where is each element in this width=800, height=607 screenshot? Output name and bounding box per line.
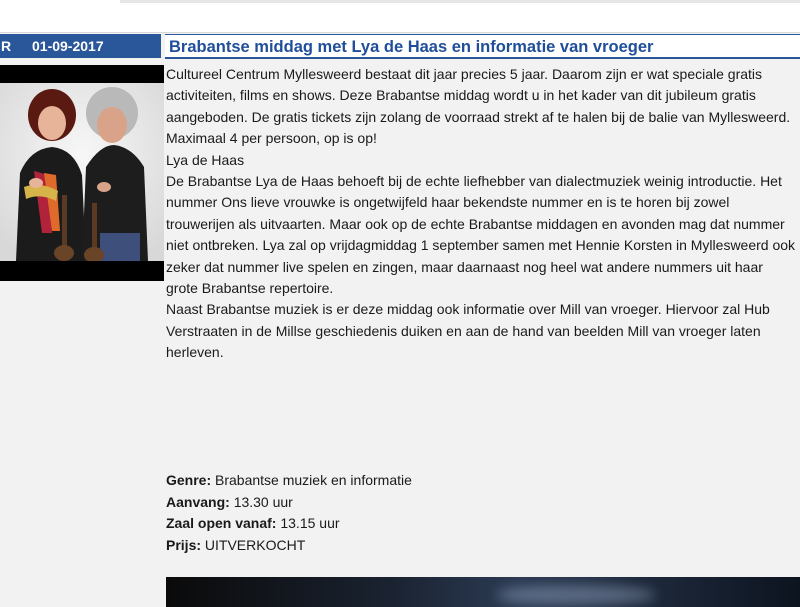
intro-paragraph: Cultureel Centrum Myllesweerd bestaat dit jaar precies 5 jaar. Daarom zijn er wat speciale gratis activiteiten, films en shows. Deze Brabantse middag wordt u in het kader van dit jubileum gratis aangeboden. De gratis tickets zijn zolang de voorraad strekt af te halen bij de balie van Myllesweerd. Maximaal 4 per persoon, op is op! [166, 66, 791, 147]
artist-photo [0, 65, 164, 281]
artist-heading: Lya de Haas [166, 151, 245, 168]
genre-row [166, 470, 766, 492]
event-date: 01-09-2017 [32, 38, 104, 54]
top-divider [120, 0, 800, 3]
event-title-bar [165, 34, 800, 59]
cut-label: R [1, 38, 12, 54]
doors-open-label: Zaal open vanaf: [166, 515, 277, 532]
artist-paragraph: De Brabantse Lya de Haas behoeft bij de echte liefhebber van dialectmuziek weinig introductie. Het nummer Ons lieve vrouwke is ongetwijfeld haar bekendste nummer en is te horen bij zowel trouwerijen als uitvaarten. Maar ook op de echte Brabantse middagen en avonden mag dat nummer niet ontbreken. Lya zal op vrijdagmiddag 1 september samen met Hennie Korsten in Myllesweerd ook zeker dat nummer live spelen en zingen, maar daarnaast nog heel wat andere nummers uit haar grote Brabantse repertoire. [166, 173, 796, 297]
genre-label: Genre: [166, 472, 212, 488]
event-info [166, 470, 766, 556]
price-label: Prijs: [166, 536, 202, 553]
event-date-header [0, 34, 161, 58]
doors-open-value: 13.15 uur [280, 515, 340, 532]
artist-photo-image [0, 83, 164, 261]
browser-top-bar [0, 0, 800, 33]
price-row [166, 535, 766, 557]
start-time-value: 13.30 uur [233, 493, 293, 510]
video-thumbnail-highlight [496, 585, 656, 605]
price-value: UITVERKOCHT [204, 536, 306, 553]
start-time-row [166, 492, 766, 514]
event-title: Brabantse middag met Lya de Haas en informatie van vroeger [169, 38, 654, 56]
genre-value: Brabantse muziek en informatie [215, 472, 412, 488]
event-description [166, 64, 798, 364]
doors-open-row [166, 513, 766, 535]
video-thumbnail[interactable] [166, 577, 800, 607]
start-time-label: Aanvang: [166, 493, 230, 510]
history-paragraph: Naast Brabantse muziek is er deze middag ook informatie over Mill van vroeger. Hiervoor zal Hub Verstraaten in de Millse geschiedenis duiken en aan de hand van beelden Mill van vroeger laten herleven. [166, 301, 770, 361]
